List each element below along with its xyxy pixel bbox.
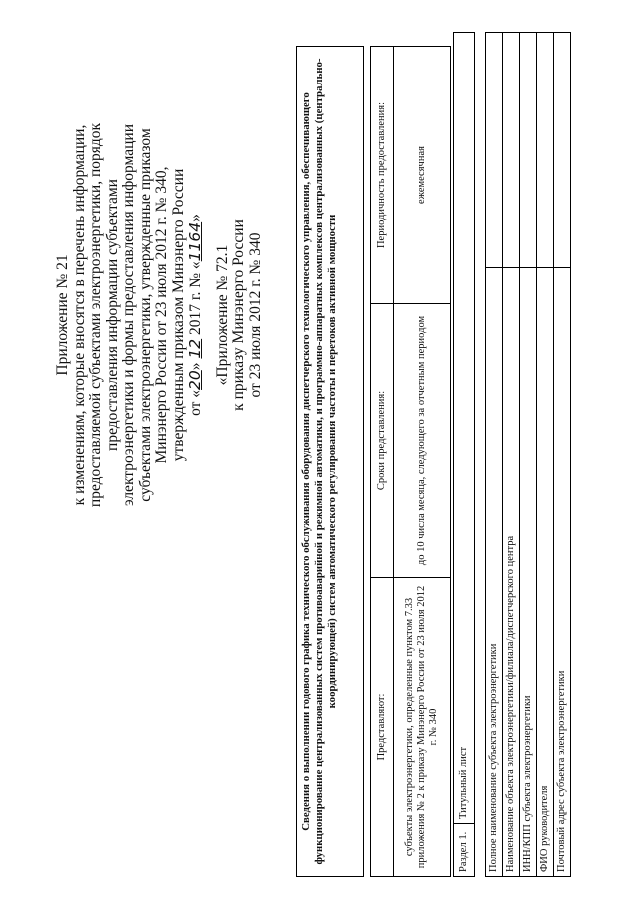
- handwritten-month: 12: [186, 338, 204, 359]
- header-cell-deadline: Сроки представления:: [371, 304, 394, 578]
- field-label: Полное наименование субъекта электроэнергетики: [486, 268, 503, 877]
- field-value: [486, 33, 503, 268]
- field-label: Почтовый адрес субъекта электроэнергетики: [554, 268, 571, 877]
- annex-72-1-title: «Приложение № 72.1: [213, 244, 231, 386]
- field-label: ИНН/КПП субъекта электроэнергетики: [520, 268, 537, 877]
- order-date-line: от «20» 12 2017 г. № «1164»: [186, 214, 204, 416]
- field-value: [554, 33, 571, 268]
- table-row: [394, 47, 451, 877]
- header-line: субъектами электроэнергетики, утвержденные приказом: [136, 128, 154, 502]
- section-header-table: [453, 32, 475, 877]
- header-line: предоставления информации субъектами: [103, 179, 121, 451]
- header-line: утвержденным приказом Минэнерго России: [169, 168, 187, 462]
- header-cell-submitters: Представляют:: [371, 578, 394, 877]
- title-sheet-fields: [485, 32, 571, 877]
- handwritten-number: 1164: [186, 221, 204, 262]
- reporting-terms-table: [370, 46, 451, 877]
- table-header-row: [371, 47, 394, 877]
- field-label: Наименование объекта электроэнергетики/филиала/диспетчерского центра: [503, 268, 520, 877]
- section-row: [454, 33, 475, 877]
- header-line: к изменениям, которые вносятся в перечень информации,: [70, 124, 88, 506]
- header-block: [55, 55, 264, 575]
- field-value: [537, 33, 554, 268]
- field-row: [554, 33, 571, 877]
- field-row: [503, 33, 520, 877]
- field-row: [537, 33, 554, 877]
- header-cell-frequency: Периодичность предоставления:: [371, 47, 394, 304]
- cell-frequency: ежемесячная: [394, 47, 451, 304]
- field-label: ФИО руководителя: [537, 268, 554, 877]
- field-value: [520, 33, 537, 268]
- cell-deadline: до 10 числа месяца, следующего за отчетным периодом: [394, 304, 451, 578]
- field-row: [520, 33, 537, 877]
- cell-submitters: субъекты электроэнергетики, определенные пунктом 7.33 приложения № 2 к приказу Минэнерго России от 23 июля 2012 г. № 340: [394, 578, 451, 877]
- section-number: Раздел 1.: [454, 824, 475, 877]
- field-value: [503, 33, 520, 268]
- annex-72-1-line: к приказу Минэнерго России: [230, 219, 247, 411]
- header-line: предоставляемой субъектами электроэнергетики, порядок: [87, 122, 104, 508]
- form-title: Сведения о выполнении годового графика технического обслуживания оборудования диспетчерского технологического управления, обеспечивающего функционирование централизованных систем противоаварийной и режимной автоматики, и программно-аппаратных комплексов централизованных (центрально-координирующей) систем автоматического регулирования частоты и перетоков активной мощности: [296, 46, 364, 877]
- section-title: Титульный лист: [454, 33, 475, 824]
- handwritten-day: 20: [186, 370, 204, 390]
- header-line: Минэнерго России от 23 июля 2012 г. № 340,: [153, 166, 170, 464]
- annex-number: Приложение № 21: [54, 254, 71, 376]
- annex-72-1-line: от 23 июля 2012 г. № 340: [246, 232, 264, 398]
- header-line: электроэнергетики и формы предоставления информации: [120, 123, 137, 507]
- field-row: [486, 33, 503, 877]
